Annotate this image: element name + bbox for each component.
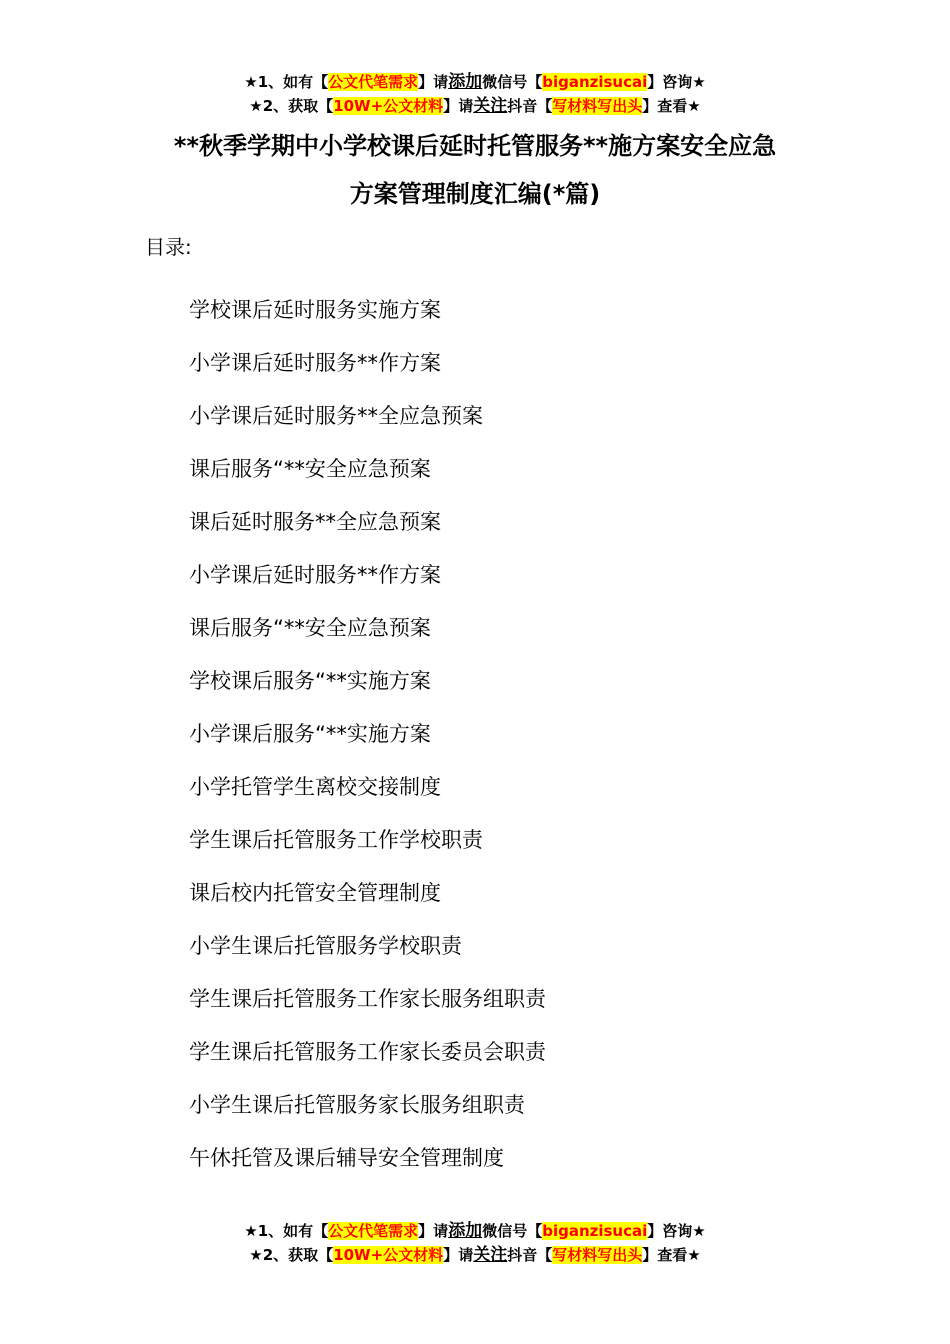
banner-line-1: ★1、如有【公文代笔需求】请添加微信号【biganzisucai】咨询★ — [244, 72, 706, 92]
toc-item: 课后校内托管安全管理制度 — [189, 881, 441, 905]
wechat-id-highlight: biganzisucai — [542, 1222, 648, 1240]
emphasis-add: 添加 — [448, 1221, 483, 1241]
douyin-highlight: 写材料写出头 — [552, 1246, 643, 1264]
toc-item: 小学生课后托管服务学校职责 — [189, 934, 462, 958]
toc-item: 课后服务“**安全应急预案 — [189, 616, 431, 640]
toc-item: 学生课后托管服务工作家长委员会职责 — [189, 1040, 546, 1064]
banner-line-2: ★2、获取【10W+公文材料】请关注抖音【写材料写出头】查看★ — [249, 96, 701, 116]
toc-item: 课后服务“**安全应急预案 — [189, 457, 431, 481]
toc-item: 小学课后延时服务**作方案 — [189, 351, 441, 375]
toc-item: 小学托管学生离校交接制度 — [189, 775, 441, 799]
toc-item: 学生课后托管服务工作家长服务组职责 — [189, 987, 546, 1011]
emphasis-add: 添加 — [448, 72, 483, 92]
header-banner — [0, 70, 950, 118]
toc-item: 小学课后延时服务**全应急预案 — [189, 404, 483, 428]
toc-label: 目录: — [145, 235, 192, 259]
title-line-1: **秋季学期中小学校课后延时托管服务**施方案安全应急 — [173, 132, 777, 160]
douyin-highlight: 写材料写出头 — [552, 97, 643, 115]
materials-highlight: 10W+公文材料 — [333, 97, 444, 115]
emphasis-follow: 关注 — [473, 96, 508, 116]
toc-item: 学生课后托管服务工作学校职责 — [189, 828, 483, 852]
toc-item: 小学生课后托管服务家长服务组职责 — [189, 1093, 525, 1117]
footer-banner — [0, 1219, 950, 1267]
banner-line-2: ★2、获取【10W+公文材料】请关注抖音【写材料写出头】查看★ — [249, 1245, 701, 1265]
service-highlight: 公文代笔需求 — [328, 73, 419, 91]
document-title — [0, 122, 950, 218]
emphasis-follow: 关注 — [473, 1245, 508, 1265]
toc-item: 学校课后延时服务实施方案 — [189, 298, 441, 322]
toc-item: 小学课后服务“**实施方案 — [189, 722, 431, 746]
wechat-id-highlight: biganzisucai — [542, 73, 648, 91]
toc-list — [189, 284, 546, 1185]
toc-item: 小学课后延时服务**作方案 — [189, 563, 441, 587]
banner-line-1: ★1、如有【公文代笔需求】请添加微信号【biganzisucai】咨询★ — [244, 1221, 706, 1241]
service-highlight: 公文代笔需求 — [328, 1222, 419, 1240]
title-line-2: 方案管理制度汇编(*篇) — [349, 180, 601, 208]
materials-highlight: 10W+公文材料 — [333, 1246, 444, 1264]
toc-item: 学校课后服务“**实施方案 — [189, 669, 431, 693]
toc-item: 午休托管及课后辅导安全管理制度 — [189, 1146, 504, 1170]
toc-item: 课后延时服务**全应急预案 — [189, 510, 441, 534]
